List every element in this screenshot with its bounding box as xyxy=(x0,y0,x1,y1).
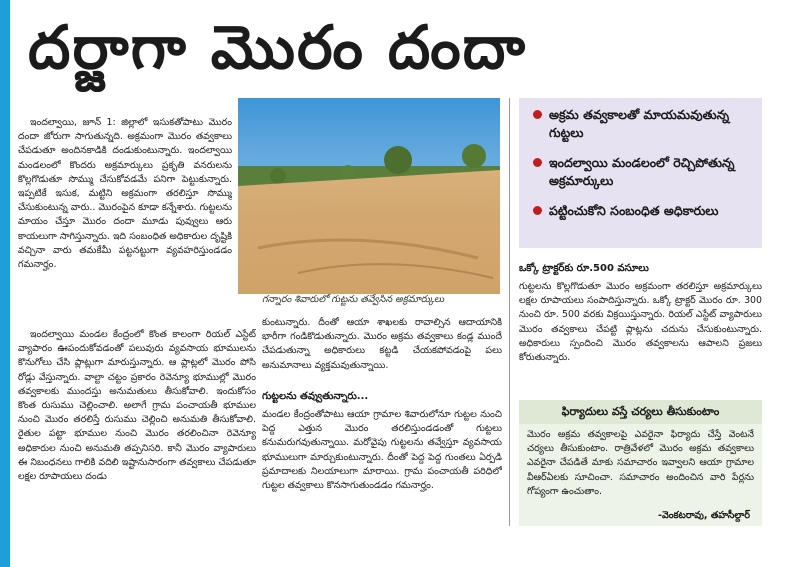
photo-caption: గన్నారం శివారులో గుట్టను తవ్వేసిన అక్రమార్కులు xyxy=(262,294,445,305)
article-column-1 xyxy=(18,116,232,326)
left-accent-bar xyxy=(0,0,10,567)
highlight-text: అక్రమ తవ్వకాలతో మాయమవుతున్న గుట్టలు xyxy=(549,107,730,140)
article-paragraph: మండల కేంద్రంతోపాటు ఆయా గ్రామాల శివారులోనూ గుట్టల నుంచి పెద్ద ఎత్తున మొరం తరలిస్తుండడంతో గుట్టలు కనుమరుగవుతున్నాయి. మరోవైపు గుట్టలను తవ్వేస్తూ వ్యవసాయ భూములుగా మార్చుకుంటున్నారు. దీంతో పెద్ద పెద్ద గుంతలు ఏర్పడి ప్రమాదాలకు నిలయాలుగా మారాయి. గ్రామ పంచాయతీ పరిధిలో గుట్టల తవ్వకాలు కొనసాగుతుండడం గమనార్హం. xyxy=(262,409,502,492)
bullet-icon xyxy=(533,110,542,119)
article-column-2 xyxy=(262,316,502,386)
article-paragraph: ఇందల్వాయి, జూన్ 1: జిల్లాలో ఇసుకతోపాటు మొరం దందా జోరుగా సాగుతున్నది. అక్రమంగా మొరం తవ్వకాలు చేపడుతూ అందినకాడికి దండుకుంటున్నారు. ఇందల్వాయి మండలంలో కొందరు అక్రమార్కులు ప్రకృతి వనరులను కొల్లగొడుతూ సొమ్ము చేసుకోవడమే పనిగా పెట్టుకున్నారు. ఇప్పటికే ఇసుక, మట్టిని అక్రమంగా తరలిస్తూ సొమ్ము చేసుకుంటున్న వారు.. మొరంపైన కూడా కన్నేశారు. గుట్టలను మాయం చేస్తూ మొరం దందా మూడు పువ్వులు ఆరు కాయలుగా సాగిస్తున్నారు. ఇది సంబంధిత అధికారుల దృష్టికి వచ్చినా వారు తమకేమీ పట్టనట్టుగా వ్యవహరిస్తుండడం గమనార్హం. xyxy=(18,117,232,271)
highlight-item xyxy=(533,154,758,190)
article-paragraph: గుట్టలను కొల్లగొడుతూ మొరం అక్రమంగా తరలిస్తూ అక్రమార్కులు లక్షల రూపాయలు సంపాదిస్తున్నారు. ఒక్కో ట్రాక్టర్ మొరం రూ. 300 నుంచి రూ. 500 వరకు విక్రయిస్తున్నారు. రియల్ ఎస్టేట్ వ్యాపారులు మొరం తవ్వకాలు చేపట్టి ప్లాట్లను చదును చేసుకుంటున్నారు. అధికారులు స్పందించి మొరం తవ్వకాలను ఆపాలని ప్రజలు కోరుతున్నారు. xyxy=(519,281,762,364)
highlight-text: ఇందల్వాయి మండలంలో రెచ్చిపోతున్న అక్రమార్కులు xyxy=(549,155,735,188)
article-column-1-continued xyxy=(18,328,256,524)
quote-box-title: ఫిర్యాదులు వస్తే చర్యలు తీసుకుంటాం xyxy=(519,400,762,424)
highlight-item xyxy=(533,202,758,220)
highlight-item xyxy=(533,106,758,142)
highlights-box xyxy=(519,98,762,248)
photo-field-hill-icon xyxy=(238,98,500,294)
bullet-icon xyxy=(533,206,542,215)
quote-box-text: మొరం అక్రమ తవ్వకాలపై ఎవరైనా ఫిర్యాదు చేస్తే వెంటనే చర్యలు తీసుకుంటాం. రాత్రివేళలో మొరం అక్రమ తవ్వకాలు ఎవరైనా చేపడితే మాకు సమాచారం ఇవ్వాలని ఆయా గ్రామాల వీఆర్‌ఏలకు సూచించా. సమాచారం అందించిన వారి పేర్లను గోప్యంగా ఉంచుతాం. xyxy=(527,429,754,497)
article-paragraph: కుంటున్నారు. దీంతో ఆయా శాఖలకు రావాల్సిన ఆదాయానికి భారీగా గండికొడుతున్నారు. మొరం అక్రమ తవ్వకాలు కండ్ల ముందే చేపడుతున్నా అధికారులు కట్టడి చేయకపోవడంపై పలు అనుమానాలు వ్యక్తమవుతున్నాయి. xyxy=(262,317,502,371)
quote-signature: -వెంకటరావు, తహసీల్దార్ xyxy=(658,510,750,521)
column-divider xyxy=(509,98,510,526)
highlight-text: పట్టించుకోని సంబంధిత అధికారులు xyxy=(549,203,719,218)
article-paragraph: ఇందల్వాయి మండల కేంద్రంలో కొంత కాలంగా రియల్ ఎస్టేట్ వ్యాపారం ఊపందుకోవడంతో పలువురు వ్యవసాయ భూములను కొనుగోలు చేసి ప్లాట్లుగా మారుస్తున్నారు. ఆ ప్లాట్లలో మొరం పోసి రోడ్లు వేస్తున్నారు. వాల్టా చట్టం ప్రకారం రెవెన్యూ భూముల్లో మొరం తవ్వకాలకు ముందస్తు అనుమతులు తీసుకోవాలి. ఇందుకోసం కొంత రుసుము చెల్లించాలి. అలాగే గ్రామ పంచాయతీ భూముల నుంచి మొరం తరలిస్తే రుసుము చెల్లించి అనుమతి తీసుకోవాలి. రైతుల పట్టా భూముల నుంచి మొరం తరలించినా రెవెన్యూ అధికారుల నుంచి అనుమతి తప్పనిసరి. కానీ మొరం వ్యాపారులు ఈ నిబంధనలు గాలికి వదిలి ఇష్టానుసారంగా తవ్వకాలు చేపడుతూ లక్షల రూపాయలు దండు xyxy=(18,329,256,483)
article-column-2-continued xyxy=(262,408,502,524)
headline: దర్జాగా మొరం దందా xyxy=(28,13,528,83)
news-photo xyxy=(238,98,500,294)
bullet-icon xyxy=(533,158,542,167)
column-2-subheading: గుట్టలను తవ్వుతున్నారు... xyxy=(262,391,369,402)
article-column-3 xyxy=(519,280,762,392)
column-3-subheading: ఒక్కో ట్రాక్టర్‌కు రూ.500 వసూలు xyxy=(519,263,649,274)
